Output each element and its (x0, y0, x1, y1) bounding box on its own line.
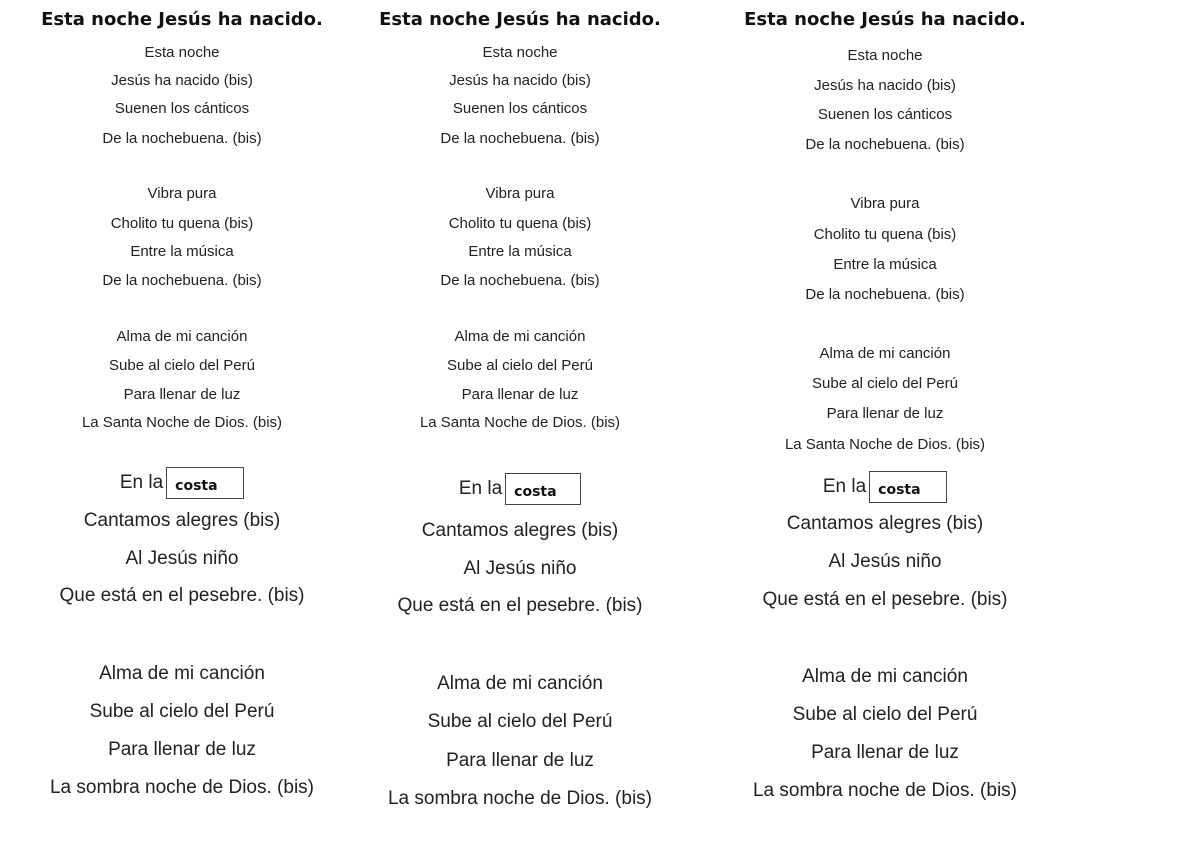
lyric-line: Cholito tu quena (bis) (813, 226, 957, 243)
lyric-line: Sube al cielo del Perú (89, 701, 275, 722)
lyric-line: Esta noche (847, 47, 923, 64)
fill-in-prefix: En la (822, 476, 867, 497)
lyric-line: Cantamos alegres (bis) (786, 513, 984, 534)
lyric-line: Que está en el pesebre. (bis) (762, 589, 1008, 610)
lyric-line: Sube al cielo del Perú (812, 375, 958, 392)
lyric-line: Que está en el pesebre. (bis) (59, 585, 305, 606)
song-title: Esta noche Jesús ha nacido. (379, 9, 661, 30)
lyric-line: Para llenar de luz (446, 750, 594, 771)
lyric-line: Jesús ha nacido (bis) (111, 72, 253, 89)
lyric-line: Para llenar de luz (123, 386, 241, 403)
lyric-line: Cholito tu quena (bis) (448, 215, 592, 232)
lyric-line: La sombra noche de Dios. (bis) (752, 780, 1017, 801)
lyric-line: De la nochebuena. (bis) (102, 130, 262, 147)
lyric-line: De la nochebuena. (bis) (440, 272, 600, 289)
answer-box[interactable]: costa (869, 471, 947, 503)
lyric-line: Para llenar de luz (108, 739, 256, 760)
lyric-line: Vibra pura (850, 195, 920, 212)
lyric-line: Vibra pura (147, 185, 217, 202)
lyric-line: La Santa Noche de Dios. (bis) (784, 436, 986, 453)
answer-box[interactable]: costa (505, 473, 581, 505)
lyric-line: Alma de mi canción (437, 673, 603, 694)
fill-in-prefix: En la (458, 478, 503, 499)
lyric-line: De la nochebuena. (bis) (102, 272, 262, 289)
lyric-line: Jesús ha nacido (bis) (814, 77, 956, 94)
fill-in-line (347, 472, 693, 506)
lyric-line: De la nochebuena. (bis) (805, 136, 965, 153)
lyric-line: La sombra noche de Dios. (bis) (387, 788, 652, 809)
lyric-line: Jesús ha nacido (bis) (449, 72, 591, 89)
lyric-line: Sube al cielo del Perú (447, 357, 593, 374)
lyric-line: De la nochebuena. (bis) (440, 130, 600, 147)
fill-in-line (712, 470, 1058, 504)
lyric-line: La Santa Noche de Dios. (bis) (419, 414, 621, 431)
lyric-line: Alma de mi canción (99, 663, 265, 684)
lyric-line: Que está en el pesebre. (bis) (397, 595, 643, 616)
lyric-line: Cantamos alegres (bis) (421, 520, 619, 541)
lyric-line: Alma de mi canción (802, 666, 968, 687)
lyric-line: Sube al cielo del Perú (109, 357, 255, 374)
lyric-line: Al Jesús niño (125, 548, 239, 569)
lyric-line: La sombra noche de Dios. (bis) (49, 777, 314, 798)
lyric-line: Sube al cielo del Perú (792, 704, 978, 725)
lyric-line: Al Jesús niño (463, 558, 577, 579)
lyric-line: Entre la música (833, 256, 937, 273)
lyric-line: Para llenar de luz (811, 742, 959, 763)
lyric-line: De la nochebuena. (bis) (805, 286, 965, 303)
lyric-line: La Santa Noche de Dios. (bis) (81, 414, 283, 431)
fill-in-line (8, 466, 356, 500)
song-column-3 (712, 0, 1058, 849)
song-title: Esta noche Jesús ha nacido. (744, 9, 1026, 30)
song-column-2 (347, 0, 693, 849)
answer-box[interactable]: costa (166, 467, 244, 499)
lyric-line: Para llenar de luz (826, 405, 944, 422)
song-column-1 (8, 0, 356, 849)
lyric-line: Entre la música (468, 243, 572, 260)
lyric-line: Esta noche (144, 44, 220, 61)
lyric-line: Entre la música (130, 243, 234, 260)
lyric-line: Vibra pura (485, 185, 555, 202)
lyric-line: Para llenar de luz (461, 386, 579, 403)
lyric-line: Al Jesús niño (828, 551, 942, 572)
lyric-line: Alma de mi canción (454, 328, 586, 345)
lyric-line: Esta noche (482, 44, 558, 61)
lyric-line: Cantamos alegres (bis) (83, 510, 281, 531)
lyric-line: Suenen los cánticos (114, 100, 250, 117)
lyric-line: Sube al cielo del Perú (427, 711, 613, 732)
lyric-line: Alma de mi canción (116, 328, 248, 345)
lyric-line: Suenen los cánticos (817, 106, 953, 123)
song-title: Esta noche Jesús ha nacido. (41, 9, 323, 30)
lyric-line: Cholito tu quena (bis) (110, 215, 254, 232)
fill-in-prefix: En la (119, 472, 164, 493)
lyric-line: Alma de mi canción (819, 345, 951, 362)
lyric-line: Suenen los cánticos (452, 100, 588, 117)
